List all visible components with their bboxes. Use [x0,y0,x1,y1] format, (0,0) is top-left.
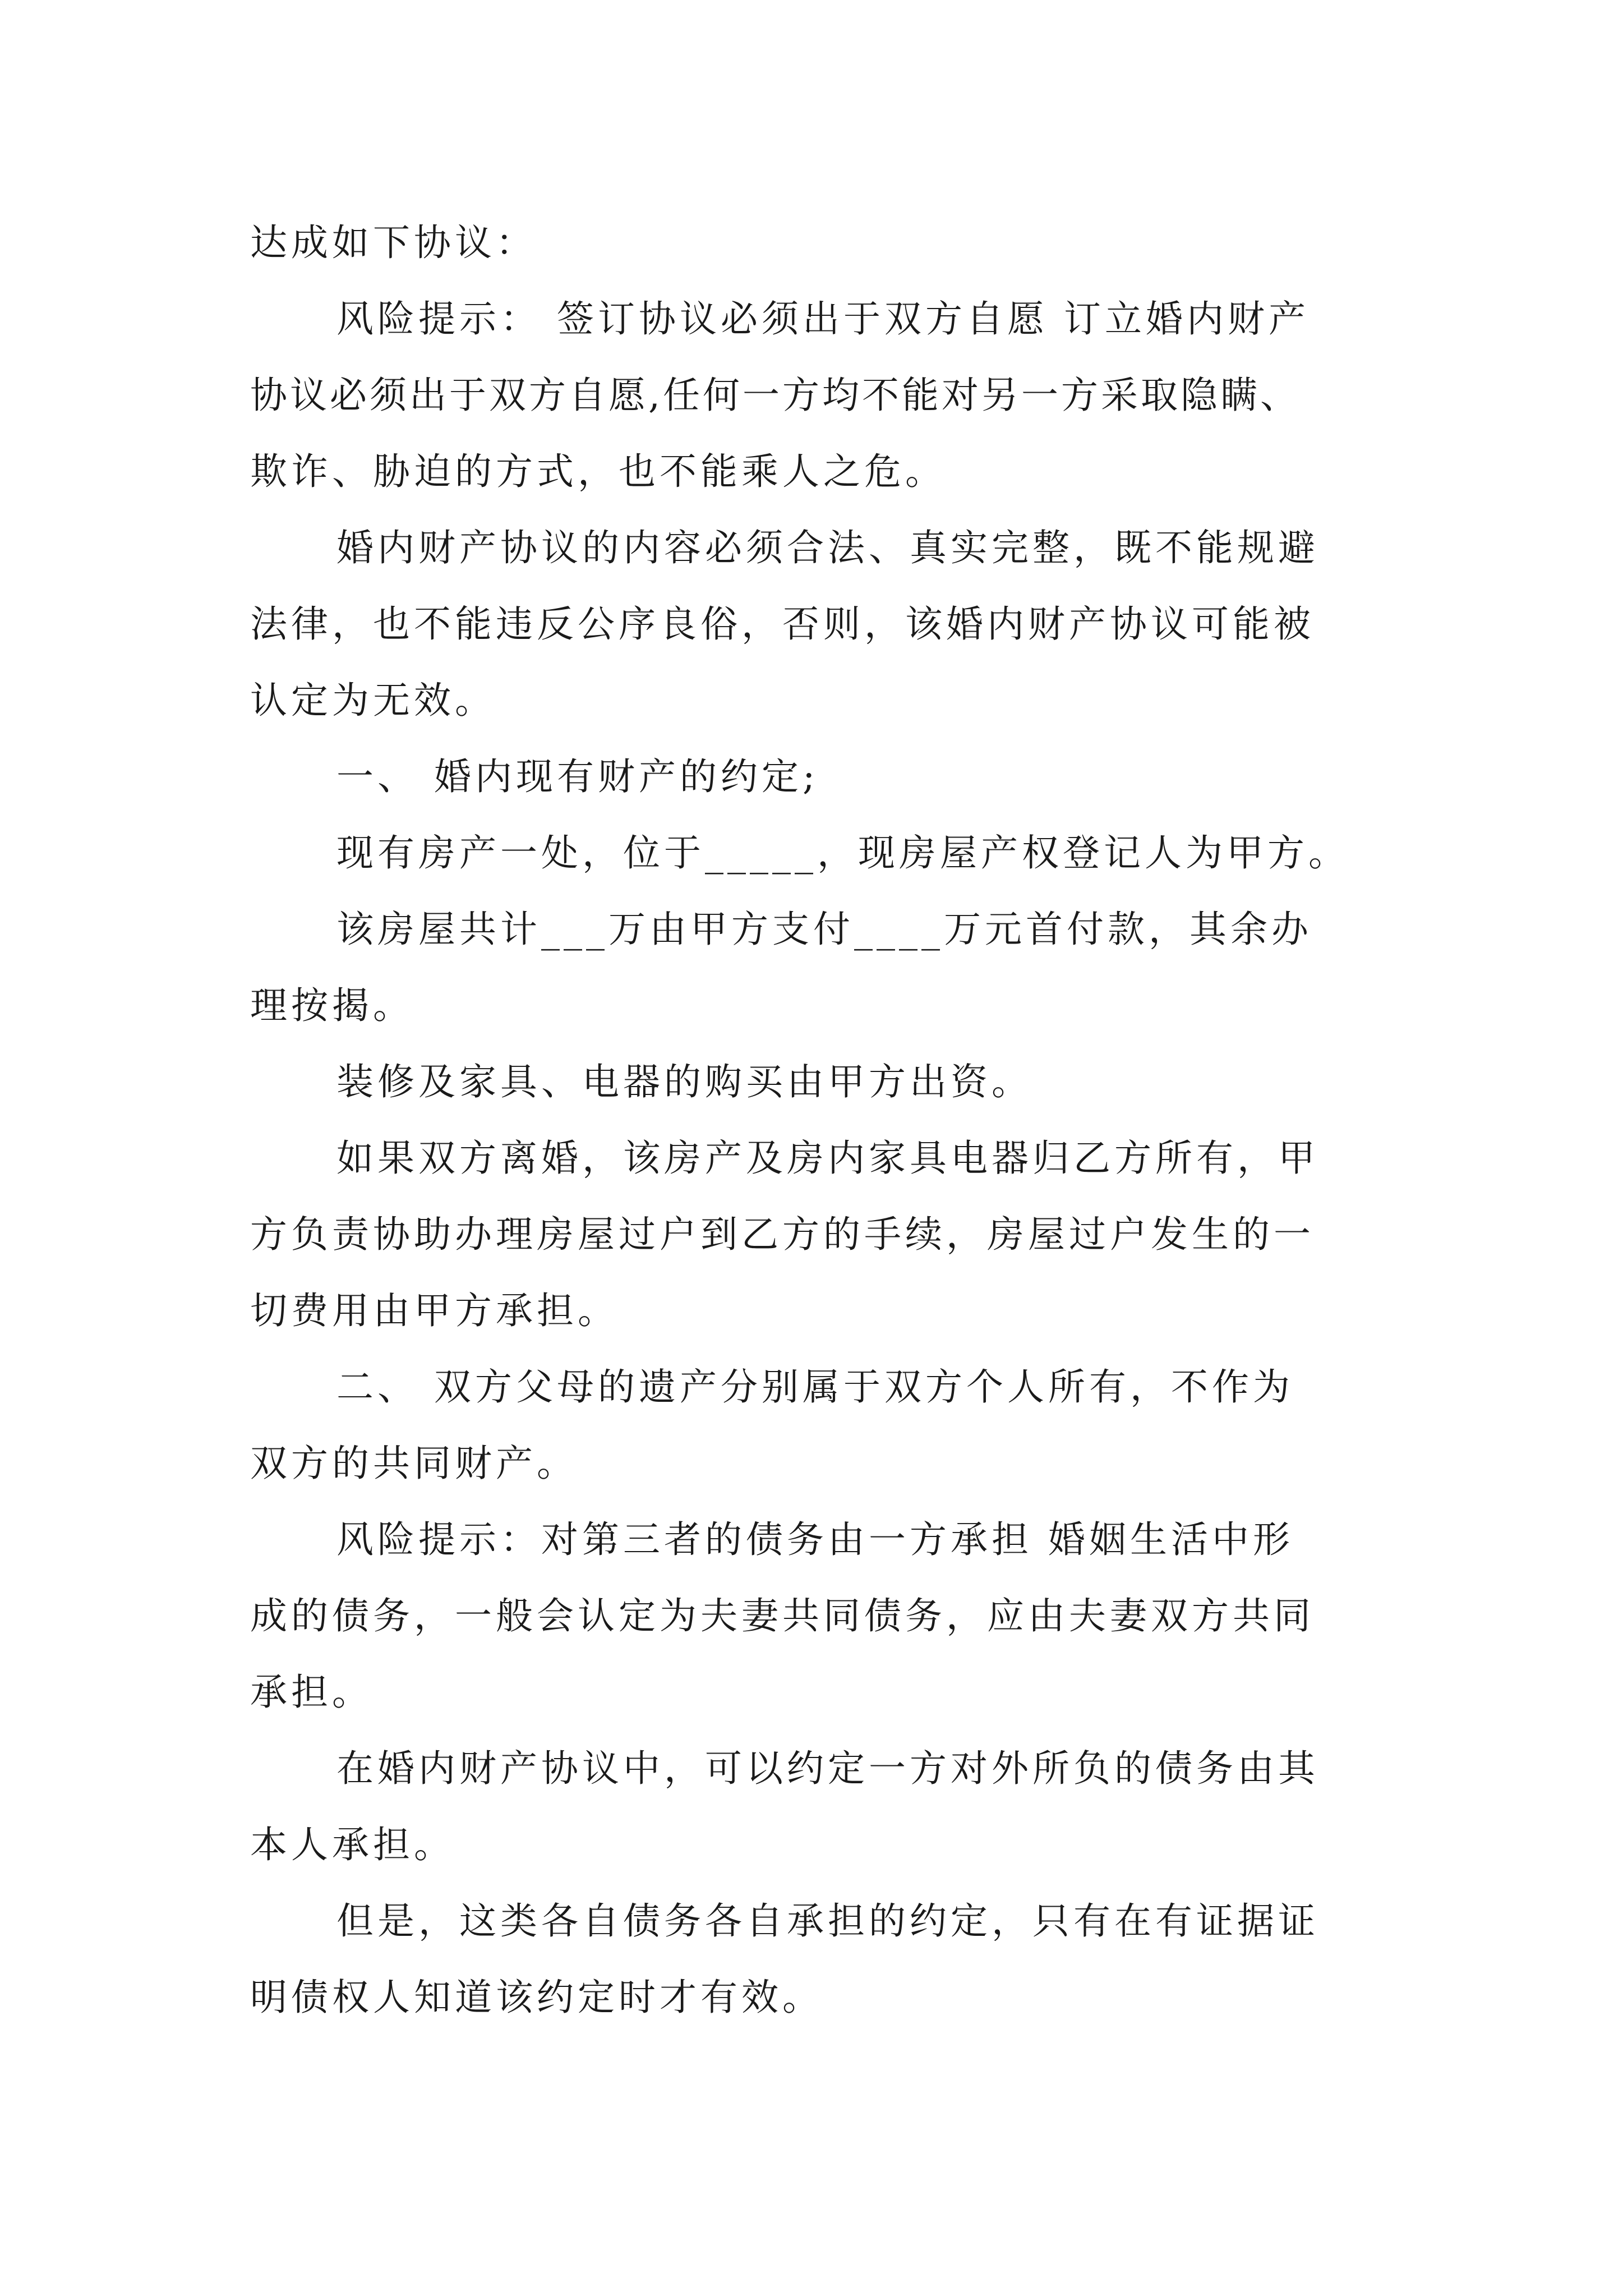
text-line: 承担。 [250,1671,373,1714]
text-line: 达成如下协议： [250,221,537,264]
text-line: 如果双方离婚，该房产及房内家具电器归乙方所有，甲 [336,1137,1319,1180]
text-line: 装修及家具、电器的购买由甲方出资。 [336,1060,1032,1103]
text-line: 协议必须出于双方自愿,任何一方均不能对另一方采取隐瞒、 [250,374,1300,417]
text-line: 现有房产一处，位于_____，现房屋产权登记人为甲方。 [336,831,1349,875]
text-line: 成的债务，一般会认定为夫妻共同债务，应由夫妻双方共同 [250,1594,1315,1637]
text-line: 风险提示： 签订协议必须出于双方自愿 订立婚内财产 [336,297,1310,341]
text-line: 风险提示：对第三者的债务由一方承担 婚姻生活中形 [336,1518,1294,1561]
text-line: 婚内财产协议的内容必须合法、真实完整，既不能规避 [336,526,1319,569]
text-line: 方负责协助办理房屋过户到乙方的手续，房屋过户发生的一 [250,1213,1315,1256]
text-line: 认定为无效。 [250,679,496,722]
text-line: 欺诈、胁迫的方式，也不能乘人之危。 [250,450,946,493]
text-line: 双方的共同财产。 [250,1442,578,1485]
text-line: 一、 婚内现有财产的约定; [336,755,819,798]
text-line: 明债权人知道该约定时才有效。 [250,1976,823,2019]
text-line: 本人承担。 [250,1823,455,1866]
text-line: 在婚内财产协议中，可以约定一方对外所负的债务由其 [336,1747,1319,1790]
text-line: 该房屋共计___万由甲方支付____万元首付款，其余办 [336,908,1312,951]
text-line: 但是，这类各自债务各自承担的约定，只有在有证据证 [336,1899,1319,1943]
text-line: 法律，也不能违反公序良俗，否则，该婚内财产协议可能被 [250,602,1315,646]
text-line: 理按揭。 [250,984,414,1027]
text-line: 切费用由甲方承担。 [250,1289,619,1332]
text-line: 二、 双方父母的遗产分别属于双方个人所有，不作为 [336,1365,1294,1409]
